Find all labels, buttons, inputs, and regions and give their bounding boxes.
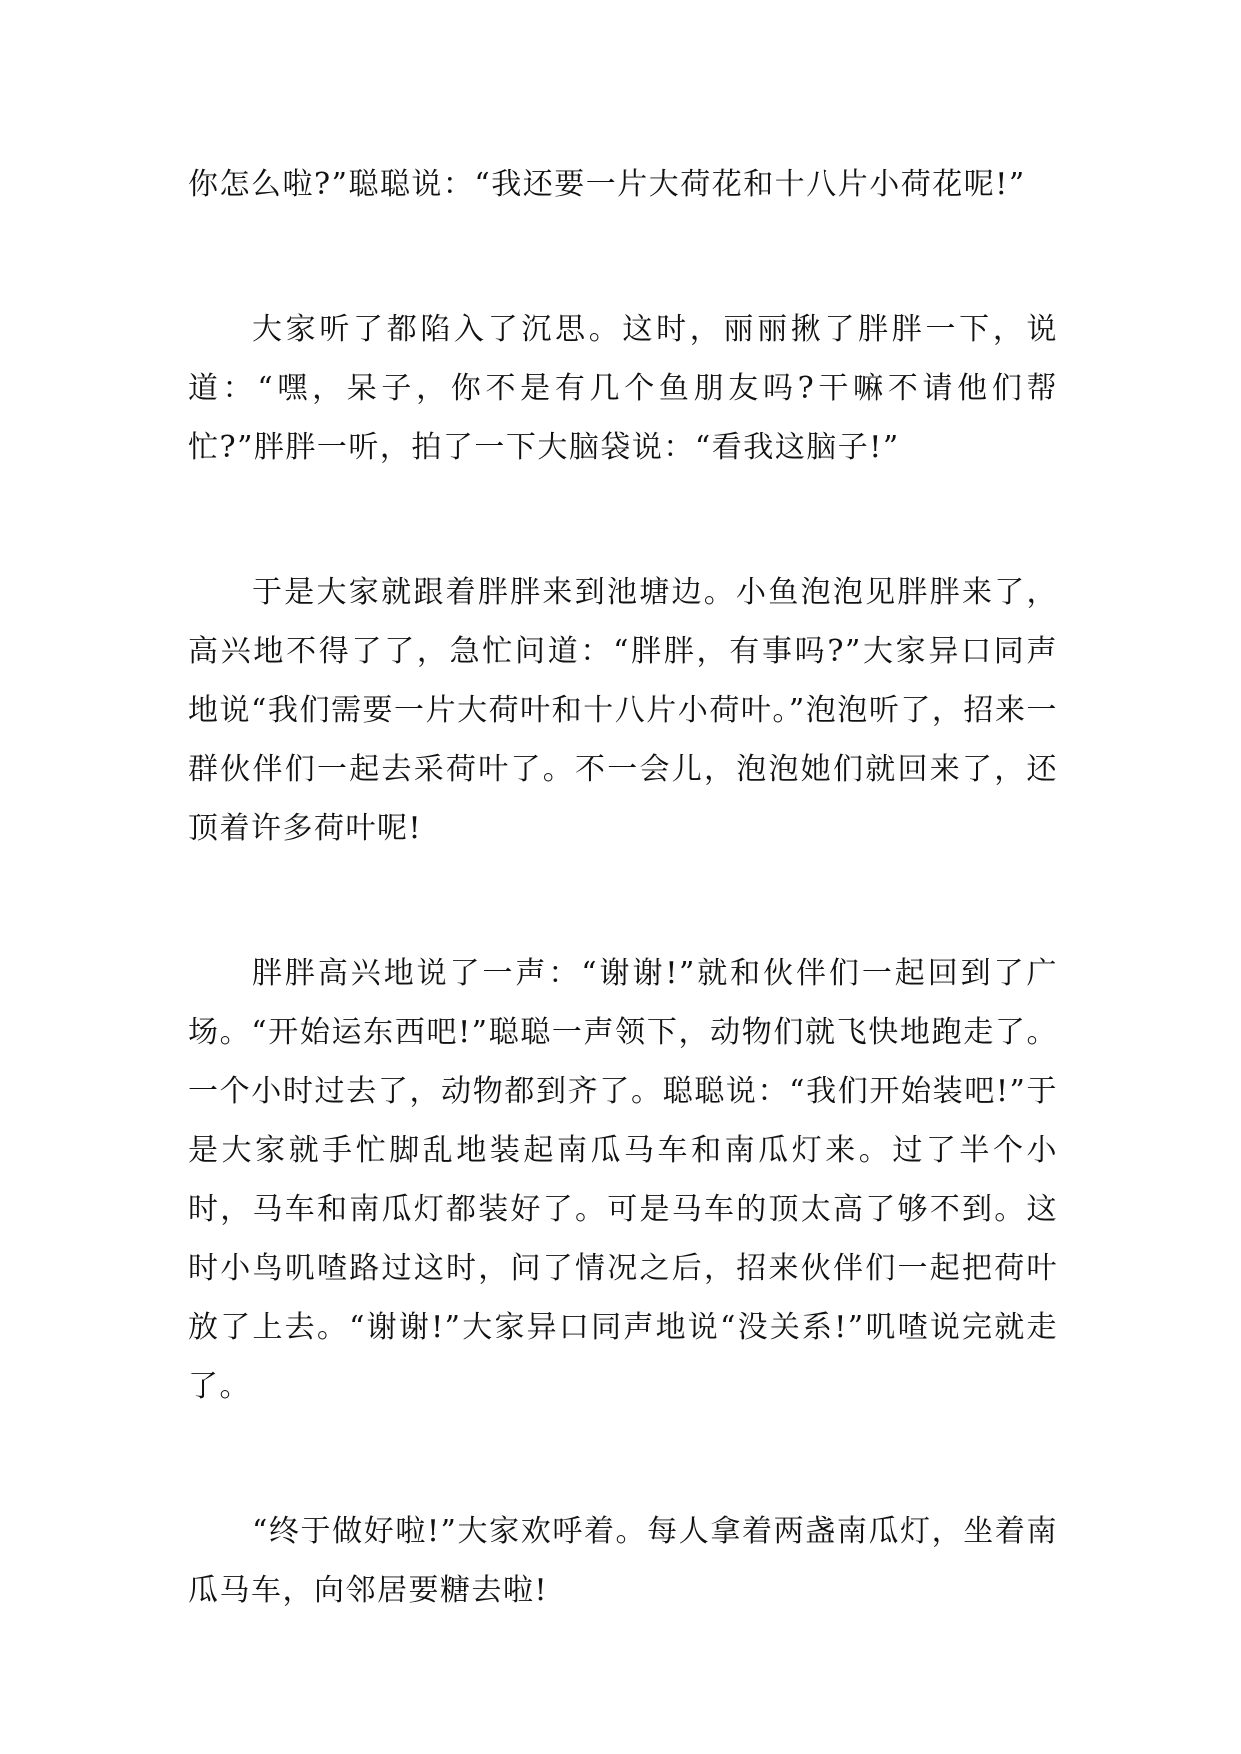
paragraph-4: 胖胖高兴地说了一声：“谢谢!”就和伙伴们一起回到了广场。“开始运东西吧!”聪聪一声领下，动物们就飞快地跑走了。一个小时过去了，动物都到齐了。聪聪说：“我们开始装吧!”于是大家就手忙脚乱地装起南瓜马车和南瓜灯来。过了半个小时，马车和南瓜灯都装好了。可是马车的顶太高了够不到。这时小鸟叽喳路过这时，问了情况之后，招来伙伴们一起把荷叶放了上去。“谢谢!”大家异口同声地说“没关系!”叽喳说完就走了。 bbox=[188, 956, 1058, 1404]
paragraph-3: 于是大家就跟着胖胖来到池塘边。小鱼泡泡见胖胖来了，高兴地不得了了，急忙问道：“胖胖，有事吗?”大家异口同声地说“我们需要一片大荷叶和十八片小荷叶。”泡泡听了，招来一群伙伴们一起去采荷叶了。不一会儿，泡泡她们就回来了，还顶着许多荷叶呢! bbox=[188, 575, 1058, 846]
paragraph-1: 你怎么啦?”聪聪说：“我还要一片大荷花和十八片小荷花呢!” bbox=[188, 167, 1026, 202]
paragraph-2: 大家听了都陷入了沉思。这时，丽丽揪了胖胖一下，说道：“嘿，呆子，你不是有几个鱼朋友吗?干嘛不请他们帮忙?”胖胖一听，拍了一下大脑袋说：“看我这脑子!” bbox=[188, 312, 1058, 465]
document-body bbox=[188, 155, 1058, 1620]
paragraph-5: “终于做好啦!”大家欢呼着。每人拿着两盏南瓜灯，坐着南瓜马车，向邻居要糖去啦! bbox=[188, 1514, 1058, 1608]
